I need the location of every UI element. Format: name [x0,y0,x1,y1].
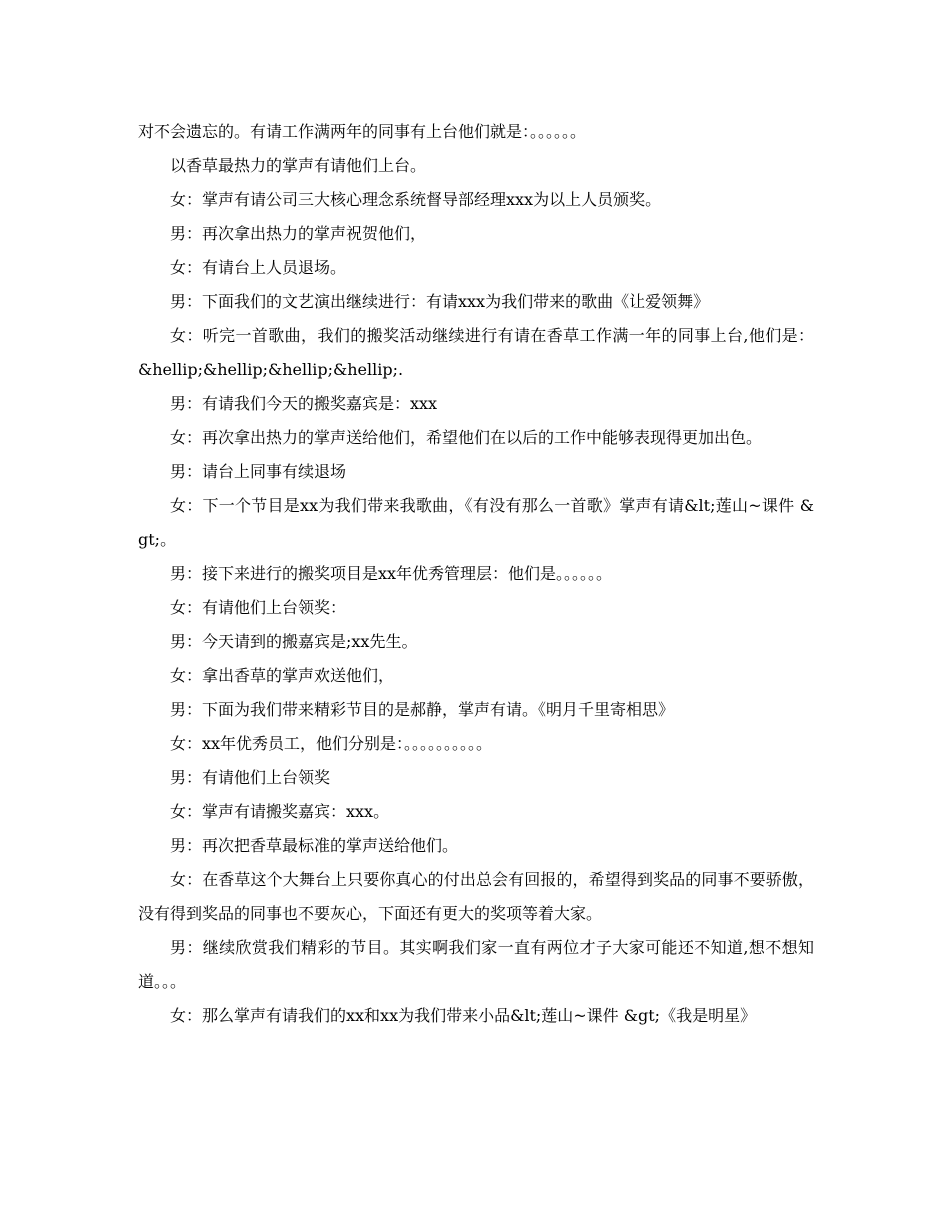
paragraph: 女：掌声有请搬奖嘉宾：xxx。 [170,802,390,821]
paragraph: 女：下一个节目是xx为我们带来我歌曲，《有没有那么一首歌》掌声有请&lt;莲山~课件 &gt;。 [138,496,814,549]
paragraph: 男：请台上同事有续退场 [170,462,347,481]
paragraph: 男：再次把香草最标准的掌声送给他们。 [170,836,459,855]
paragraph: 女：那么掌声有请我们的xx和xx为我们带来小品&lt;莲山~课件 &gt;《我是明星》 [170,1006,757,1025]
paragraph: 女：听完一首歌曲，我们的搬奖活动继续进行有请在香草工作满一年的同事上台,他们是： &hellip;&hellip;&hellip;&hellip;. [138,326,814,379]
paragraph: 对不会遗忘的。有请工作满两年的同事有上台他们就是：。。。。。。 [138,122,587,141]
paragraph: 男：接下来进行的搬奖项目是xx年优秀管理层：他们是。。。。。。 [170,564,613,583]
paragraph: 男：有请他们上台领奖 [170,768,331,787]
paragraph: 男：再次拿出热力的掌声祝贺他们， [170,224,427,243]
paragraph: 男：继续欣赏我们精彩的节目。其实啊我们家一直有两位才子大家可能还不知道,想不想知道。。。 [138,938,814,991]
paragraph: 女：xx年优秀员工，他们分别是：。。。。。。。。。。 [170,734,493,753]
paragraph: 男：有请我们今天的搬奖嘉宾是：xxx [170,394,438,413]
paragraph: 男：今天请到的搬嘉宾是;xx先生。 [170,632,418,651]
document-body [138,115,814,1033]
paragraph: 女：拿出香草的掌声欢送他们， [170,666,395,685]
paragraph: 女：有请台上人员退场。 [170,258,347,277]
paragraph: 女：再次拿出热力的掌声送给他们，希望他们在以后的工作中能够表现得更加出色。 [170,428,763,447]
paragraph: 女：在香草这个大舞台上只要你真心的付出总会有回报的，希望得到奖品的同事不要骄傲，没有得到奖品的同事也不要灰心，下面还有更大的奖项等着大家。 [138,870,814,923]
paragraph: 男：下面为我们带来精彩节目的是郝静，掌声有请。《明月千里寄相思》 [170,700,675,719]
paragraph: 女：掌声有请公司三大核心理念系统督导部经理xxx为以上人员颁奖。 [170,190,662,209]
paragraph: 女：有请他们上台领奖： [170,598,347,617]
paragraph: 男：下面我们的文艺演出继续进行：有请xxx为我们带来的歌曲《让爱领舞》 [170,292,710,311]
paragraph: 以香草最热力的掌声有请他们上台。 [170,156,427,175]
